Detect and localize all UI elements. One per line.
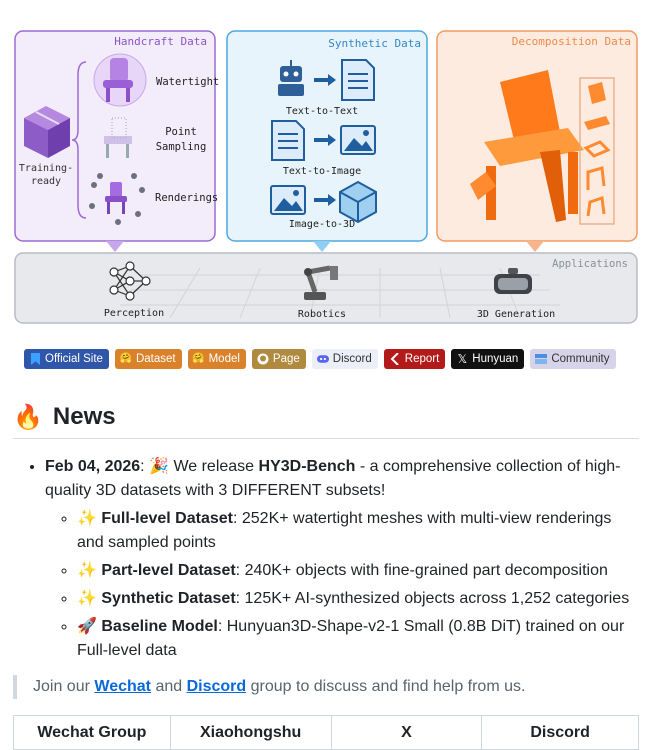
synthetic-item-image-to-3d: Image-to-3D — [288, 219, 356, 230]
decomposition-panel — [437, 31, 637, 252]
handcraft-item-point: Point — [165, 126, 197, 138]
party-icon: 🎉 — [149, 458, 169, 475]
rocket-icon: 🚀 — [77, 618, 97, 635]
discord-icon — [317, 353, 329, 365]
column-header-x: X — [331, 716, 482, 750]
document-icon — [342, 60, 374, 100]
huggingface-icon: 🤗 — [192, 353, 205, 364]
list-item: ◦ 🚀 Baseline Model: Hunyuan3D-Shape-v2-1 Small (0.8B DiT) trained on our Full-level data — [77, 615, 639, 663]
news-title: News — [52, 403, 116, 430]
synthetic-title: Synthetic Data — [328, 37, 421, 50]
document-icon — [272, 121, 304, 160]
huggingface-icon: 🤗 — [119, 353, 133, 364]
sparkles-icon: ✨ — [77, 510, 97, 527]
applications-panel — [15, 253, 637, 323]
applications-item-3d-generation: 3D Generation — [476, 309, 556, 320]
training-ready-label: Training- — [18, 163, 74, 174]
handcraft-item-watertight: Watertight — [156, 76, 220, 88]
table-header-row — [14, 716, 639, 750]
synthetic-item-text-to-image: Text-to-Image — [282, 166, 362, 177]
cube-icon — [340, 182, 376, 222]
community-icon — [535, 353, 547, 365]
sparkles-icon: ✨ — [77, 590, 97, 607]
badge-dataset[interactable]: 🤗 Dataset — [115, 349, 182, 369]
dataset-overview-figure — [0, 0, 652, 330]
image-icon — [271, 186, 305, 214]
badge-discord[interactable]: Discord — [312, 349, 378, 369]
training-ready-label-2: ready — [30, 176, 62, 187]
watertight-chair-icon — [94, 54, 146, 106]
handcraft-item-sampling: Sampling — [155, 141, 207, 153]
arxiv-icon — [389, 353, 401, 365]
news-heading — [13, 396, 639, 439]
list-item: ◦ ✨ Full-level Dataset: 252K+ watertight meshes with multi-view renderings and sampled points — [77, 507, 639, 555]
badge-page[interactable]: Page — [252, 349, 306, 369]
applications-item-robotics: Robotics — [297, 309, 347, 320]
handcraft-panel — [15, 31, 219, 252]
news-list — [13, 455, 639, 667]
news-item: • Feb 04, 2026: 🎉 We release HY3D-Bench - a comprehensive collection of high-quality 3D datasets with 3 DIFFERENT subsets! ◦ ✨ Full-level Dataset: 252K+ watertight meshes with multi-view renderings and sampled points ◦ ✨ Part-level Dataset: 240K+ objects with fine-grained part decomposition ◦ ✨ Synthetic Dataset: 125K+ AI-synthesized objects across 1,252 categories ◦ 🚀 Baseline Model: Hunyuan3D-Shape-v2-1 Small (0.8B DiT) trained on our Full-level data — [45, 455, 639, 663]
bookmark-icon — [29, 353, 41, 365]
badge-official-site[interactable]: Official Site — [24, 349, 109, 369]
wechat-link[interactable]: Wechat — [94, 678, 151, 695]
column-header-wechat: Wechat Group — [14, 716, 171, 750]
community-blockquote: Join our Wechat and Discord group to discuss and find help from us. — [13, 675, 639, 699]
applications-title: Applications — [552, 258, 628, 270]
badge-row — [24, 349, 616, 369]
list-item: ◦ ✨ Part-level Dataset: 240K+ objects with fine-grained part decomposition — [77, 559, 639, 583]
badge-model[interactable]: 🤗 Model — [188, 349, 246, 369]
github-icon — [257, 353, 269, 365]
handcraft-item-renderings: Renderings — [155, 192, 219, 204]
news-date: Feb 04, 2026 — [45, 458, 141, 475]
synthetic-panel — [227, 31, 427, 252]
badge-community[interactable]: Community — [530, 349, 615, 369]
decomposition-title: Decomposition Data — [511, 35, 631, 48]
community-table — [13, 715, 639, 750]
discord-link[interactable]: Discord — [186, 678, 247, 695]
list-item: ◦ ✨ Synthetic Dataset: 125K+ AI-synthesized objects across 1,252 categories — [77, 587, 639, 611]
image-icon — [341, 126, 375, 154]
news-sublist — [45, 507, 639, 663]
badge-hunyuan[interactable]: 𝕏 Hunyuan — [451, 349, 524, 369]
x-icon: 𝕏 — [457, 352, 468, 366]
release-name: HY3D-Bench — [258, 458, 356, 475]
column-header-xiaohongshu: Xiaohongshu — [170, 716, 331, 750]
fire-icon: 🔥 — [13, 403, 43, 431]
sparkles-icon: ✨ — [77, 562, 97, 579]
applications-item-perception: Perception — [103, 308, 165, 319]
synthetic-item-text-to-text: Text-to-Text — [285, 106, 359, 117]
badge-report[interactable]: Report — [384, 349, 446, 369]
column-header-discord: Discord — [482, 716, 639, 750]
handcraft-title: Handcraft Data — [114, 35, 207, 48]
